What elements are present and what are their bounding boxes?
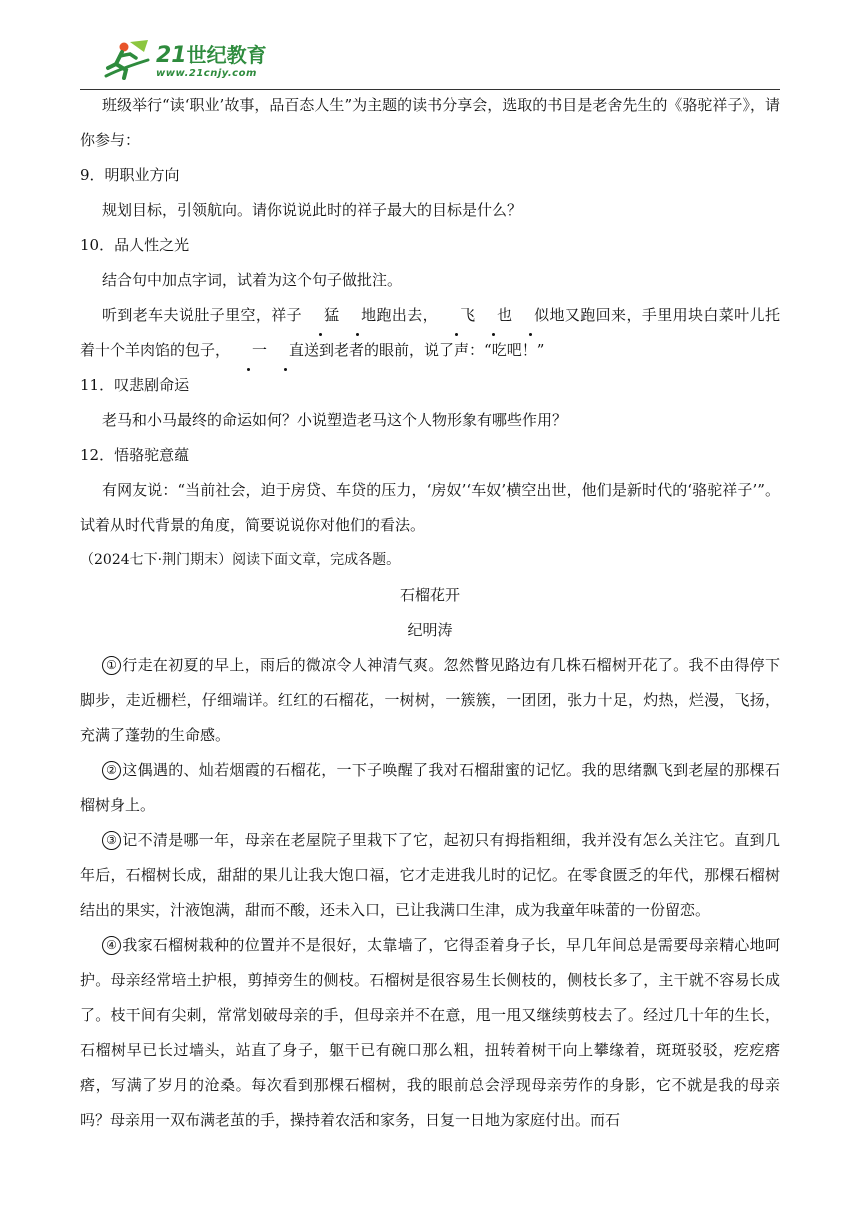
dotted-word — [438, 306, 549, 324]
question-10-text: 结合句中加点字词，试着为这个句子做批注。 — [102, 271, 403, 289]
brand-name: 21世纪教育 — [156, 43, 267, 68]
dotted-char: 猛 — [302, 298, 339, 333]
paragraph-number: ① — [102, 656, 121, 675]
question-10-title: 10．品人性之光 — [80, 236, 190, 254]
article-paragraph-4: ④ 我家石榴树栽种的位置并不是很好，太靠墙了，它得歪着身子长，早几年间总是需要母亲精心地呵护。母亲经常培土护根，剪掉旁生的侧枝。石榴树是很容易生长侧枝的，侧枝长多了，主干就不容易长成了。枝干间有尖刺，常常划破母亲的手，但母亲并不在意，甩一甩又继续剪枝去了。经过几十年的生长，石榴树早已长过墙头，站直了身子，躯干已有碗口那么粗，扭转着树干向上攀缘着，斑斑驳驳，疙疙瘩瘩，写满了岁月的沧桑。每次看到那棵石榴树，我的眼前总会浮现母亲劳作的身影，它不就是我的母亲吗？母亲用一双布满老茧的手，操持着农活和家务，日复一日地为家庭付出。而石 — [80, 936, 780, 1129]
runner-logo-icon — [100, 38, 152, 82]
page-header — [80, 32, 780, 90]
article-paragraph-2: ② 这偶遇的、灿若烟霞的石榴花，一下子唤醒了我对石榴甜蜜的记忆。我的思绪飘飞到老屋的那棵石榴树身上。 — [80, 761, 780, 814]
brand-url: www.21cnjy.com — [156, 68, 257, 79]
intro-paragraph: 班级举行“读‘职业’故事，品百态人生”为主题的读书分享会，选取的书目是老舍先生的《骆驼祥子》，请你参与： — [80, 96, 780, 149]
dotted-word — [230, 341, 304, 359]
dotted-char: 一 — [230, 333, 267, 368]
paragraph-number: ④ — [102, 936, 121, 955]
article-author: 纪明涛 — [407, 621, 453, 639]
document-body — [80, 88, 780, 1138]
paragraph-number: ③ — [102, 831, 121, 850]
site-logo[interactable] — [100, 38, 267, 82]
question-12-title: 12．悟骆驼意蕴 — [80, 446, 190, 464]
article-paragraph-1: ① 行走在初夏的早上，雨后的微凉令人神清气爽。忽然瞥见路边有几株石榴树开花了。我不由得停下脚步，走近栅栏，仔细端详。红红的石榴花，一树树，一簇簇，一团团，张力十足，灼热，烂漫，飞扬，充满了蓬勃的生命感。 — [80, 656, 780, 744]
dotted-char: 似 — [512, 298, 549, 333]
question-9-title: 9．明职业方向 — [80, 166, 180, 184]
logo-text — [156, 43, 267, 80]
dotted-char: 直 — [267, 333, 304, 368]
paragraph-number: ② — [102, 761, 121, 780]
dotted-char: 也 — [475, 298, 512, 333]
question-12-text: 有网友说：“当前社会，迫于房贷、车贷的压力，‘房奴’‘车奴’横空出世，他们是新时代的‘骆驼祥子’”。试着从时代背景的角度，简要说说你对他们的看法。 — [80, 481, 780, 534]
dotted-char: 地 — [339, 298, 376, 333]
article-paragraph-3: ③ 记不清是哪一年，母亲在老屋院子里栽下了它，起初只有拇指粗细，我并没有怎么关注它。直到几年后，石榴树长成，甜甜的果儿让我大饱口福，它才走进我儿时的记忆。在零食匮乏的年代，那棵石榴树结出的果实，汁液饱满，甜而不酸，还未入口，已让我满口生津，成为我童年味蕾的一份留恋。 — [80, 831, 780, 919]
question-10-quote: 听到老车夫说肚子里空，祥子 猛 地跑出去， 飞 也 似地又跑回来，手里用块白菜叶儿托着十个羊肉馅的包子， 一 直送到老者的眼前，说了声：“吃吧！” — [80, 298, 780, 368]
source-line: （2024七下·荆门期末）阅读下面文章，完成各题。 — [80, 552, 401, 568]
question-11-title: 11．叹悲剧命运 — [80, 376, 190, 394]
dotted-char: 飞 — [438, 298, 475, 333]
question-9-text: 规划目标，引领航向。请你说说此时的祥子最大的目标是什么？ — [102, 201, 523, 219]
question-11-text: 老马和小马最终的命运如何？小说塑造老马这个人物形象有哪些作用？ — [102, 411, 568, 429]
article-title: 石榴花开 — [399, 586, 460, 604]
dotted-word — [302, 306, 376, 324]
